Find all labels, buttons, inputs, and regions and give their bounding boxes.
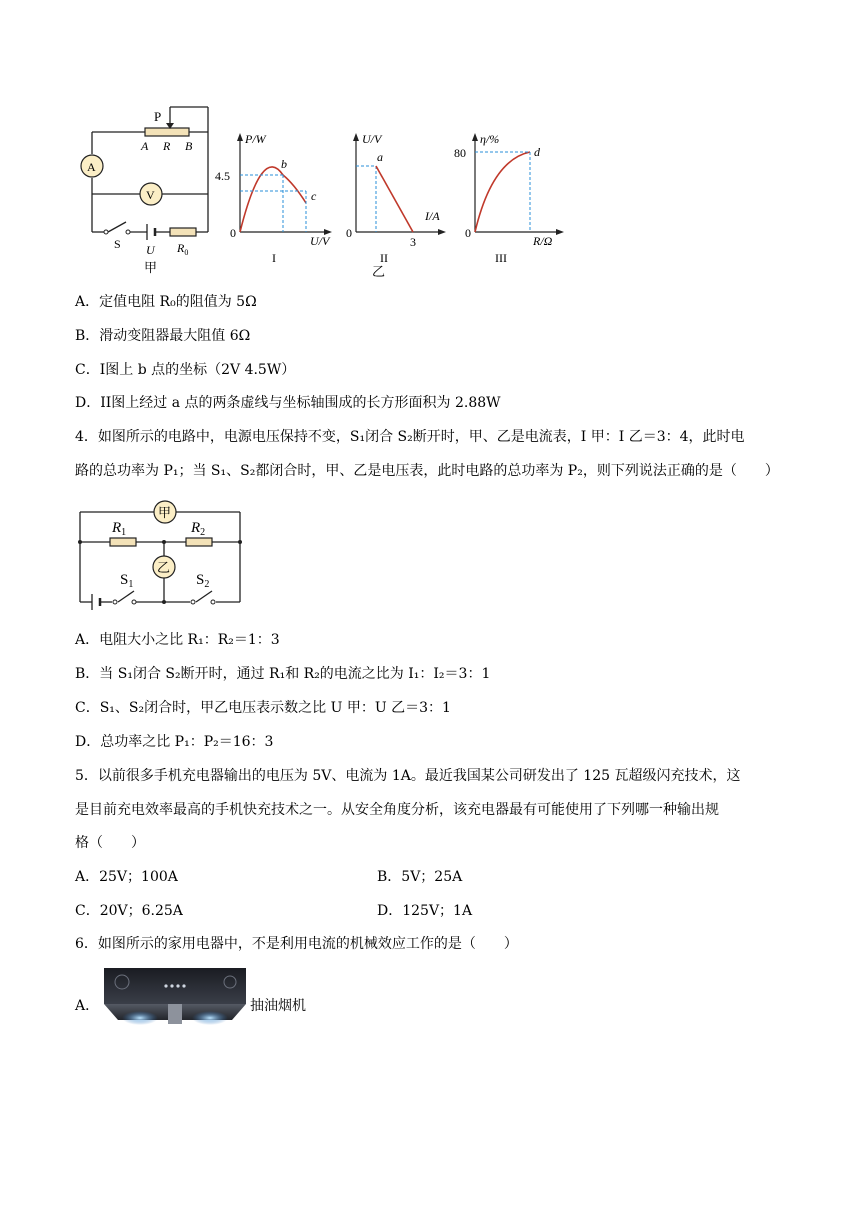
graph-II xyxy=(346,132,446,265)
switch-contact xyxy=(104,230,108,234)
q5-stem-line3: 格（ ） xyxy=(75,835,145,851)
q6-option-a-text: 抽油烟机 xyxy=(250,998,306,1014)
graph3-xlabel: R/Ω xyxy=(533,234,553,248)
resistor-r2 xyxy=(186,538,212,546)
graph-I xyxy=(215,132,332,265)
meter-jia-label: 甲 xyxy=(158,505,172,520)
q4-option-a: A．电阻大小之比 R₁：R₂＝1：3 xyxy=(75,632,280,648)
label-s2: $S_2$ xyxy=(196,572,210,590)
voltmeter-label: V xyxy=(146,188,155,202)
graph2-point-a: a xyxy=(377,150,383,164)
graph1-xlabel: U/V xyxy=(310,234,330,248)
label-B: B xyxy=(185,139,193,153)
graph1-point-b: b xyxy=(281,157,287,171)
range-hood-image xyxy=(104,968,246,1030)
circuit-jia xyxy=(92,107,208,240)
graph-III xyxy=(454,132,564,265)
q5-option-d: D．125V；1A xyxy=(377,903,473,919)
graph3-origin: 0 xyxy=(465,226,471,240)
q5-option-b: B．5V；25A xyxy=(377,869,463,885)
q5-option-c: C．20V；6.25A xyxy=(75,903,183,919)
label-R0: $R_0$ xyxy=(177,241,189,257)
meter-yi-label: 乙 xyxy=(157,560,171,575)
figure-circuit-graphs xyxy=(0,0,860,280)
label-r2: $R_2$ xyxy=(191,520,206,538)
graph3-yvalue: 80 xyxy=(454,146,466,160)
q4-option-b: B．当 S₁闭合 S₂断开时，通过 R₁和 R₂的电流之比为 I₁：I₂＝3：1 xyxy=(75,666,491,682)
q3-option-a: A．定值电阻 R₀的阻值为 5Ω xyxy=(75,294,257,310)
graph3-roman: III xyxy=(495,251,507,265)
graph2-xvalue: 3 xyxy=(410,235,416,249)
graph2-origin: 0 xyxy=(346,226,352,240)
q4-option-d: D．总功率之比 P₁：P₂＝16：3 xyxy=(75,734,274,750)
q4-stem-line2: 路的总功率为 P₁；当 S₁、S₂都闭合时，甲、乙是电压表，此时电路的总功率为 P₂，则下列说法正确的是（ ） xyxy=(75,463,779,479)
label-r1: $R_1$ xyxy=(112,520,127,538)
switch-contact xyxy=(126,230,130,234)
caption-jia: 甲 xyxy=(144,260,158,275)
graph1-origin: 0 xyxy=(230,226,236,240)
q4-stem-line1: 4．如图所示的电路中，电源电压保持不变，S₁闭合 S₂断开时，甲、乙是电流表，I 甲：I 乙＝3：4，此时电 xyxy=(75,429,745,445)
graph1-ylabel: P/W xyxy=(245,132,266,146)
label-S: S xyxy=(114,237,121,251)
graph1-point-c: c xyxy=(311,189,317,203)
resistor-r1 xyxy=(110,538,136,546)
label-U: U xyxy=(146,243,155,257)
label-P: P xyxy=(154,109,162,124)
caption-yi: 乙 xyxy=(372,264,386,279)
graph1-roman: I xyxy=(272,251,276,265)
q5-option-a: A．25V；100A xyxy=(75,869,178,885)
resistor-r0 xyxy=(170,228,196,236)
q5-stem-line2: 是目前充电效率最高的手机快充技术之一。从安全角度分析，该充电器最有可能使用了下列哪一种输出规 xyxy=(75,802,719,818)
graph1-yvalue: 4.5 xyxy=(215,169,230,183)
label-A: A xyxy=(141,139,149,153)
q5-stem-line1: 5．以前很多手机充电器输出的电压为 5V、电流为 1A。最近我国某公司研发出了 125 瓦超级闪充技术，这 xyxy=(75,768,741,784)
graph2-roman: II xyxy=(380,251,388,265)
label-R: R xyxy=(163,139,171,153)
graph3-point-d: d xyxy=(534,145,540,159)
q6-stem: 6．如图所示的家用电器中，不是利用电流的机械效应工作的是（ ） xyxy=(75,936,518,952)
q3-option-b: B．滑动变阻器最大阻值 6Ω xyxy=(75,328,251,344)
graph2-ylabel: U/V xyxy=(362,132,382,146)
q3-option-c: C．I图上 b 点的坐标（2V 4.5W） xyxy=(75,362,296,378)
rheostat xyxy=(145,128,189,136)
q4-option-c: C．S₁、S₂闭合时，甲乙电压表示数之比 U 甲：U 乙＝3：1 xyxy=(75,700,451,716)
graph3-ylabel: η/% xyxy=(480,132,500,146)
q4-circuit-figure xyxy=(70,494,270,614)
q3-option-d: D．II图上经过 a 点的两条虚线与坐标轴围成的长方形面积为 2.88W xyxy=(75,395,501,411)
ammeter-label: A xyxy=(87,160,96,174)
q6-option-a-label: A． xyxy=(75,998,100,1014)
graph2-xlabel: I/A xyxy=(425,209,440,223)
label-s1: $S_1$ xyxy=(120,572,134,590)
